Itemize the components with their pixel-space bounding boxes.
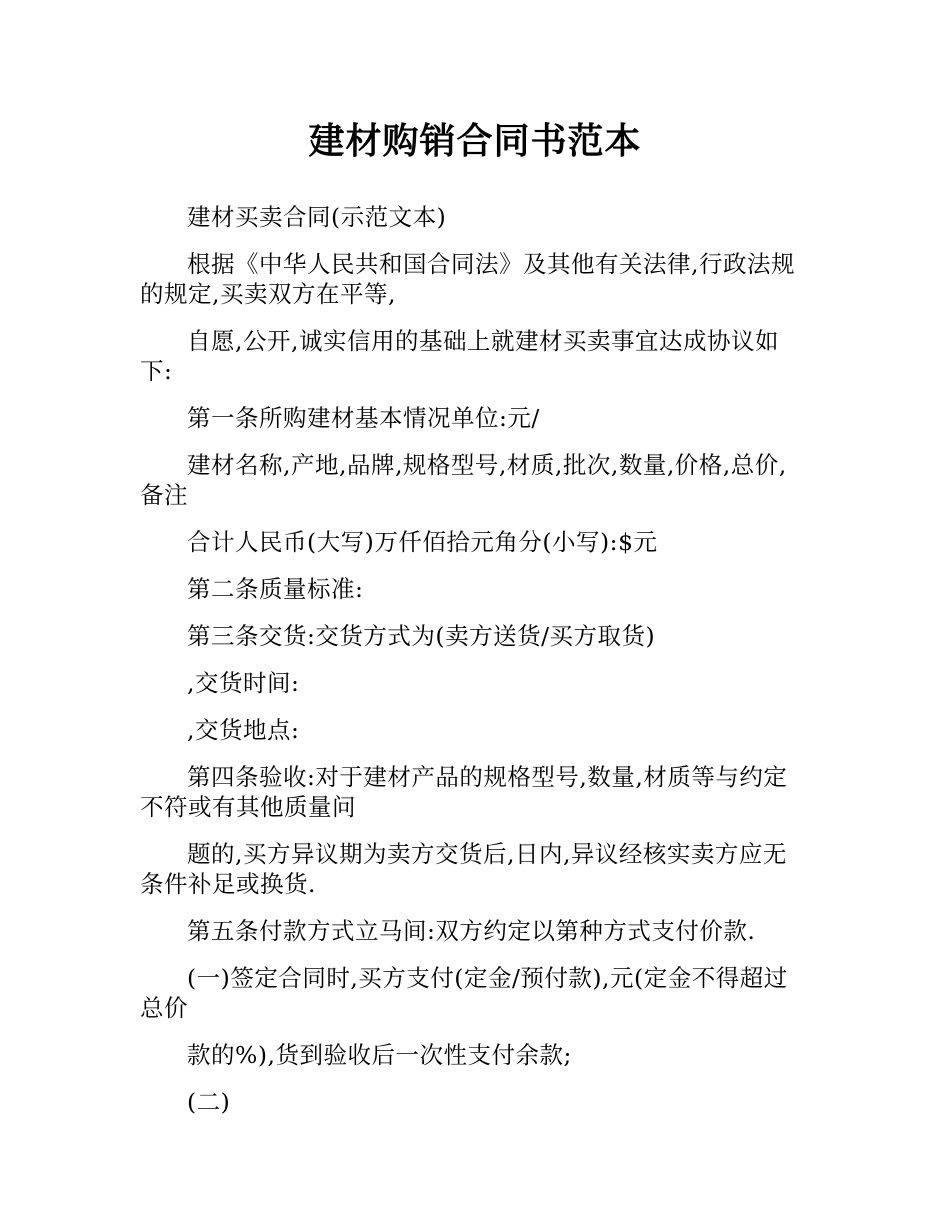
paragraph-10: ,交货地点:	[187, 716, 300, 744]
document-title: 建材购销合同书范本	[308, 121, 642, 162]
paragraph-3: 自愿,公开,诚实信用的基础上就建材买卖事宜达成协议如下:	[140, 327, 779, 385]
paragraph-15: 款的%),货到验收后一次性支付余款;	[187, 1041, 572, 1069]
paragraph-14: (一)签定合同时,买方支付(定金/预付款),元(定金不得超过总价	[140, 964, 788, 1022]
paragraph-12: 题的,买方异议期为卖方交货后,日内,异议经核实卖方应无条件补足或换货.	[140, 840, 787, 898]
paragraph-9: ,交货时间:	[187, 669, 300, 697]
paragraph-7: 第二条质量标准:	[187, 575, 364, 603]
paragraph-11: 第四条验收:对于建材产品的规格型号,数量,材质等与约定不符或有其他质量问	[140, 763, 788, 821]
paragraph-5: 建材名称,产地,品牌,规格型号,材质,批次,数量,价格,总价,备注	[140, 451, 787, 509]
paragraph-8: 第三条交货:交货方式为(卖方送货/买方取货)	[187, 622, 656, 650]
paragraph-2: 根据《中华人民共和国合同法》及其他有关法律,行政法规的规定,买卖双方在平等,	[140, 250, 795, 308]
paragraph-1: 建材买卖合同(示范文本)	[187, 203, 447, 231]
paragraph-4: 第一条所购建材基本情况单位:元/	[187, 404, 540, 432]
paragraph-13: 第五条付款方式立马间:双方约定以第种方式支付价款.	[187, 917, 756, 945]
paragraph-16: (二)	[187, 1088, 231, 1116]
paragraph-6: 合计人民币(大写)万仟佰拾元角分(小写):$元	[187, 528, 658, 556]
document-body	[140, 202, 810, 1134]
